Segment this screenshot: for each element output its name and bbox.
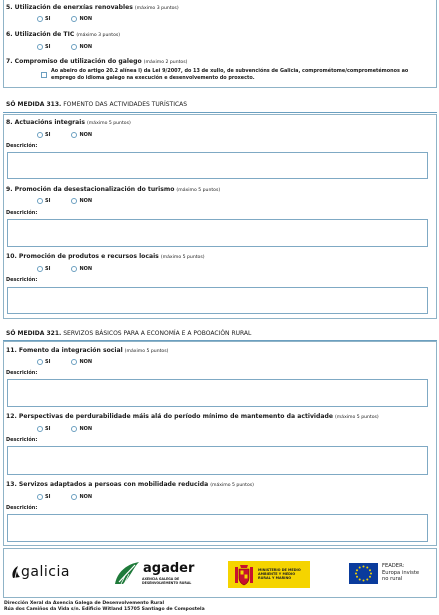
question-5-yes-radio[interactable]: SI: [37, 16, 50, 22]
question-5-title: 5. Utilización de enerxías renovables (máximo 3 puntos): [6, 4, 179, 11]
feader-logo: [349, 563, 433, 587]
question-9-title: 9. Promoción da desestacionalización do turismo (máximo 5 puntos): [6, 186, 221, 193]
question-11-title: 11. Fomento da integración social (máximo 5 puntos): [6, 347, 169, 354]
question-5-options: [37, 15, 113, 22]
question-11-description-label: Descrición:: [6, 370, 38, 376]
question-9-description-label: Descrición:: [6, 210, 38, 216]
question-11-yes-radio[interactable]: SI: [37, 359, 50, 365]
question-12-no-radio[interactable]: NON: [71, 426, 92, 432]
question-13-description-field[interactable]: [7, 514, 428, 542]
question-10-description-label: Descrición:: [6, 277, 38, 283]
galego-commitment-checkbox[interactable]: [41, 72, 47, 78]
question-8-description-label: Descrición:: [6, 143, 38, 149]
ministerio-logo: MINISTERIO DE MEDIO AMBIENTE Y MEDIO RURAL Y MARINO: [228, 561, 310, 588]
question-13-title: 13. Servizos adaptados a persoas con mobilidade reducida (máximo 5 puntos): [6, 481, 254, 488]
question-8-no-radio[interactable]: NON: [71, 132, 92, 138]
question-6-yes-radio[interactable]: SI: [37, 44, 50, 50]
question-8-title: 8. Actuacións integrais (máximo 5 puntos): [6, 119, 131, 126]
question-6-no-radio[interactable]: NON: [71, 44, 92, 50]
question-8-description-field[interactable]: [7, 152, 428, 179]
question-13-no-radio[interactable]: NON: [71, 494, 92, 500]
question-11-description-field[interactable]: [7, 379, 428, 407]
footer-line-2: Rúa dos Camiños da Vida s/n. Edificio Witland 15705 Santiago de Compostela: [4, 606, 205, 612]
question-12-description-label: Descrición:: [6, 437, 38, 443]
question-10-title: 10. Promoción de produtos e recursos locais (máximo 5 puntos): [6, 253, 205, 260]
galego-commitment-text: Ao abeiro do artigo 20.2 alínea l) da Lei 9/2007, do 13 de xullo, de subvencións de Galicia, comprométome/comprometémonos ao emprego do idioma galego na execución e desenvolvemento do proxecto.: [51, 68, 409, 81]
question-5-no-radio[interactable]: NON: [71, 16, 92, 22]
question-12-title: 12. Perspectivas de perdurabilidade máis alá do período mínimo de mantemento da actividade (máximo 5 puntos): [6, 413, 379, 420]
question-12-description-field[interactable]: [7, 446, 428, 475]
question-9-no-radio[interactable]: NON: [71, 198, 92, 204]
question-9-options: [37, 197, 113, 204]
question-10-yes-radio[interactable]: SI: [37, 266, 50, 272]
question-10-description-field[interactable]: [7, 287, 428, 314]
question-11-options: [37, 358, 113, 365]
section-321-heading: SÓ MEDIDA 321. SERVIZOS BÁSICOS PARA A ECONOMÍA E A POBOACIÓN RURAL: [6, 330, 252, 337]
question-6-title: 6. Utilización de TIC (máximo 3 puntos): [6, 31, 121, 38]
question-12-yes-radio[interactable]: SI: [37, 426, 50, 432]
galicia-scallop-icon: [11, 565, 21, 579]
question-9-description-field[interactable]: [7, 219, 428, 247]
question-6-options: [37, 43, 113, 50]
question-10-options: [37, 265, 113, 272]
question-11-no-radio[interactable]: NON: [71, 359, 92, 365]
question-13-description-label: Descrición:: [6, 505, 38, 511]
feader-text: FEADER: Europa inviste no rural: [382, 563, 420, 582]
footer-address: [4, 601, 205, 612]
question-9-yes-radio[interactable]: SI: [37, 198, 50, 204]
question-10-no-radio[interactable]: NON: [71, 266, 92, 272]
question-12-options: [37, 425, 113, 432]
question-8-options: [37, 131, 113, 138]
agader-logo: agader AXENCIA GALEGA DE DESENVOLVEMENTO RURAL: [113, 560, 193, 588]
xunta-galicia-logo: galicia: [11, 564, 70, 580]
section-313-heading: SÓ MEDIDA 313. FOMENTO DAS ACTIVIDADES TURÍSTICAS: [6, 101, 188, 108]
agader-leaf-icon: [113, 560, 141, 586]
eu-flag-icon: [349, 563, 378, 584]
footer-line-1: Dirección Xeral da Axencia Galega de Desenvolvemento Rural: [4, 601, 165, 606]
section-313-divider: [3, 112, 437, 113]
spain-coat-of-arms-icon: [233, 563, 255, 587]
question-13-options: [37, 493, 113, 500]
question-8-yes-radio[interactable]: SI: [37, 132, 50, 138]
question-7-title: 7. Compromiso de utilización do galego (máximo 2 puntos): [6, 58, 188, 65]
question-13-yes-radio[interactable]: SI: [37, 494, 50, 500]
